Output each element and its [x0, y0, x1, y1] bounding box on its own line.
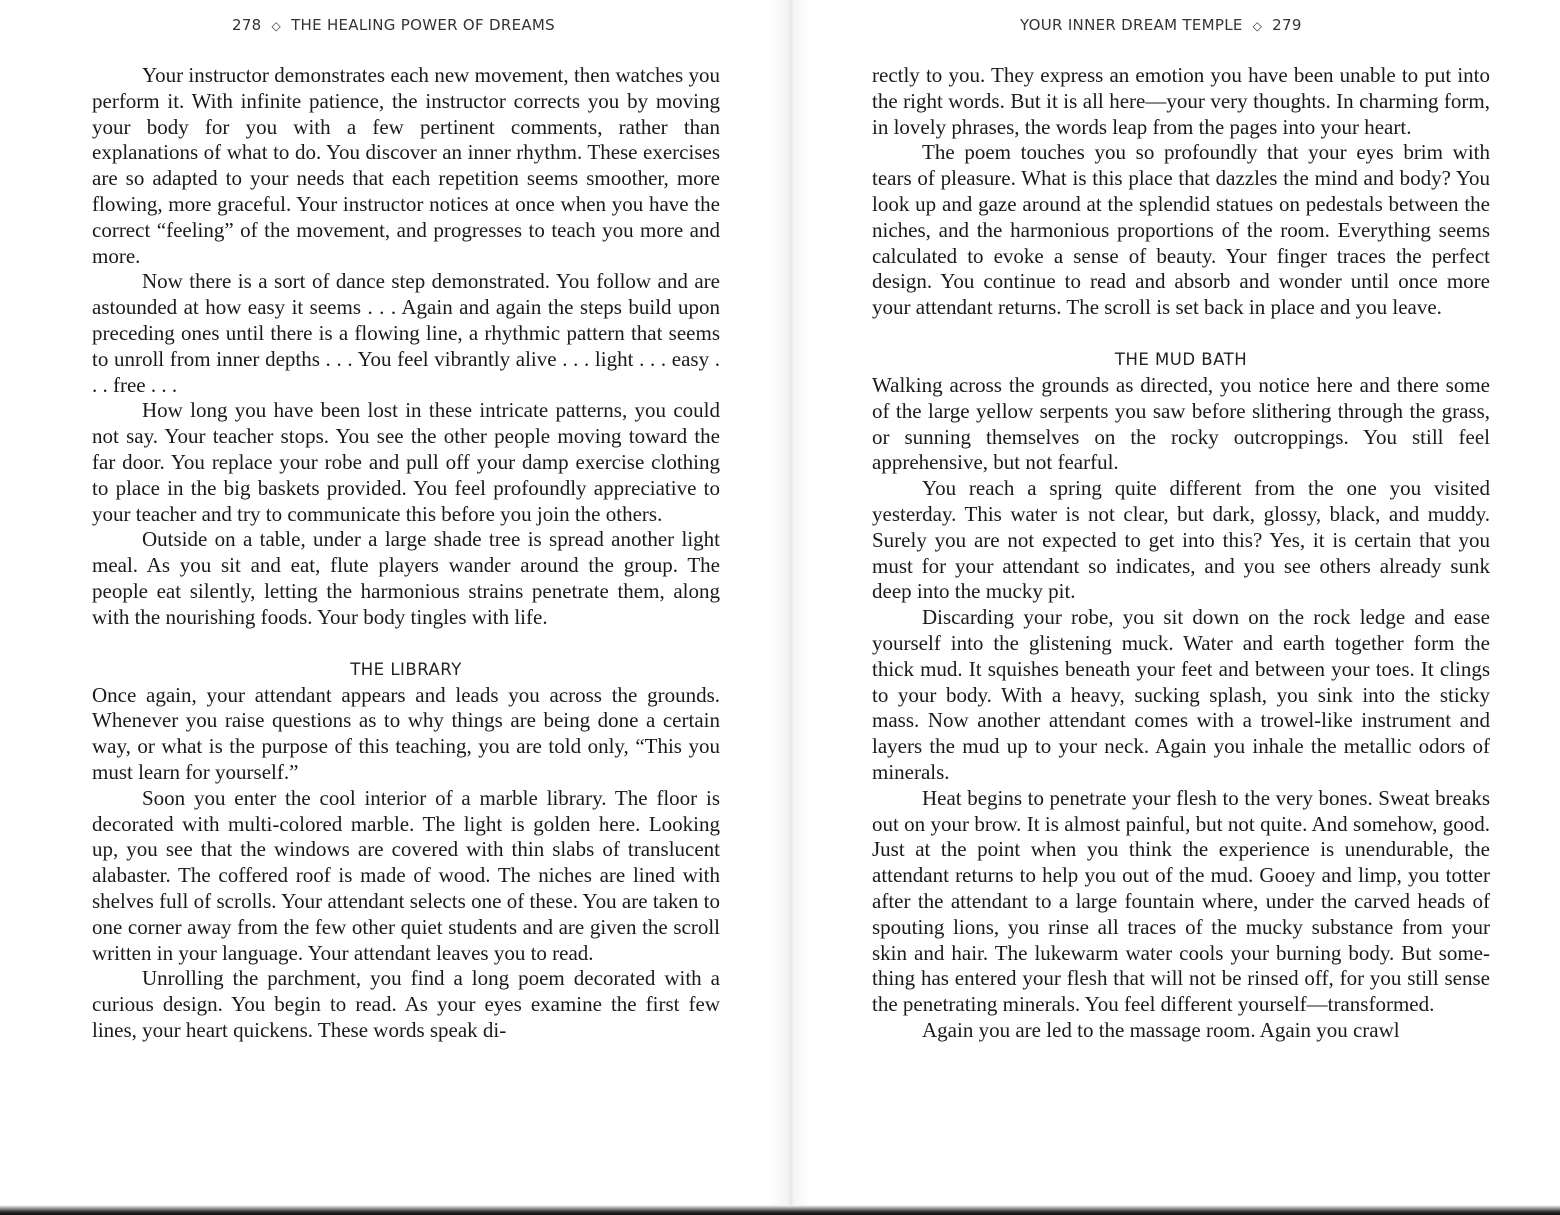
left-running-head [232, 16, 555, 34]
paragraph: Outside on a table, under a large shade tree is spread another light meal. As you sit and eat, flute players wander around the group. The people eat silently, letting the harmonious strains penetrate them, along with the nourishing foods. Your body tingles with life. [92, 527, 720, 629]
paragraph: The poem touches you so profoundly that your eyes brim with tears of pleasure. What is this place that dazzles the mind and body? You look up and gaze around at the splendid statues on pedestals between the niches, and the harmonious proportions of the room. Everything seems calculated to evoke a sense of beauty. Your finger traces the perfect design. You continue to read and absorb and wonder until once more your attendant returns. The scroll is set back in place and you leave. [872, 140, 1490, 320]
diamond-ornament-icon: ◇ [271, 19, 282, 33]
right-page [790, 0, 1560, 1215]
right-running-head-title: YOUR INNER DREAM TEMPLE [1020, 16, 1243, 34]
right-body-text [872, 63, 1490, 1044]
left-body-text [92, 63, 720, 1044]
paragraph: Again you are led to the massage room. Again you crawl [922, 1017, 1400, 1042]
diamond-ornament-icon: ◇ [1252, 19, 1263, 33]
paragraph: Discarding your robe, you sit down on the rock ledge and ease yourself into the glistening muck. Water and earth together form the thick mud. It squishes beneath your feet and between your toes. It clings to your body. With a heavy, sucking splash, you sink into the sticky mass. Now another attendant comes with a trowel-like instrument and layers the mud up to your neck. Again you inhale the metallic odors of minerals. [872, 605, 1490, 784]
paragraph: Now there is a sort of dance step demonstrated. You follow and are astounded at how easy it seems . . . Again and again the steps build upon preceding ones until there is a flowing line, a rhythmic pattern that seems to unroll from inner depths . . . You feel vibrantly alive . . . light . . . easy . . . free . . . [92, 269, 720, 397]
paragraph: You reach a spring quite different from the one you visited yesterday. This water is not clear, but dark, glossy, black, and muddy. Surely you are not expected to get into this? Yes, it is certain that you must for your attendant so indicates, and you see others already sunk deep into the mucky pit. [872, 476, 1490, 604]
paragraph: How long you have been lost in these intricate patterns, you could not say. Your teacher stops. You see the other people moving toward the far door. You replace your robe and pull off your damp exercise clothing to place in the big baskets provided. You feel profoundly appreciative to your teacher and try to communicate this before you join the others. [92, 398, 720, 526]
section-heading-library: THE LIBRARY [350, 659, 462, 679]
paragraph: Your instructor demonstrates each new movement, then watches you perform it. With infinite patience, the instructor corrects you by moving your body for you with a few pertinent comments, rather than explanations of what to do. You discover an inner rhythm. These exercises are so adapted to your needs that each repetition seems smoother, more flowing, more graceful. Your instructor notices at once when you have the correct “feeling” of the movement, and progresses to teach you more and more. [92, 63, 720, 268]
continued-paragraph: rectly to you. They express an emotion you have been unable to put into the right words. But it is all here—your very thoughts. In charming form, in lovely phrases, the words leap from the pages into your heart. [872, 63, 1490, 139]
section-first-paragraph: Walking across the grounds as directed, you notice here and there some of the large yellow serpents you saw before slithering through the grass, or sunning themselves on the rocky outcroppings. You still feel apprehensive, but not fearful. [872, 372, 1490, 475]
scan-bottom-edge [0, 1205, 1560, 1215]
section-first-paragraph: Once again, your attendant appears and leads you across the grounds. Whenever you raise questions as to why things are being done a certain way, or what is the purpose of this teaching, you are told only, “This you must learn for yourself.” [92, 682, 720, 784]
left-running-head-title: THE HEALING POWER OF DREAMS [291, 16, 555, 34]
right-running-head [1020, 16, 1302, 34]
paragraph: Heat begins to penetrate your flesh to the very bones. Sweat breaks out on your brow. It is almost painful, but not quite. And somehow, good. Just at the point when you think the experience is unendurable, the attendant returns to help you out of the mud. Gooey and limp, you totter after the attendant to a large fountain where, under the carved heads of spouting lions, you rinse all traces of the mucky substance from your skin and hair. The lukewarm water cools your burning body. But something has entered your flesh that will not be rinsed off, for you still sense the penetrating minerals. You feel different yourself—transformed. [872, 785, 1490, 1017]
right-page-number: 279 [1272, 16, 1302, 34]
paragraph: Soon you enter the cool interior of a marble library. The floor is decorated with multi-colored marble. The light is golden here. Looking up, you see that the windows are covered with thin slabs of translucent alabaster. The coffered roof is made of wood. The niches are lined with shelves full of scrolls. Your attendant selects one of these. You are taken to one corner away from the few other quiet students and are given the scroll written in your language. Your attendant leaves you to read. [92, 785, 720, 965]
paragraph: Unrolling the parchment, you find a long poem decorated with a curious design. You begin to read. As your eyes examine the first few lines, your heart quickens. These words speak di- [92, 966, 720, 1042]
book-gutter [770, 0, 810, 1215]
left-page-number: 278 [232, 16, 262, 34]
section-heading-mud-bath: THE MUD BATH [1114, 349, 1248, 369]
